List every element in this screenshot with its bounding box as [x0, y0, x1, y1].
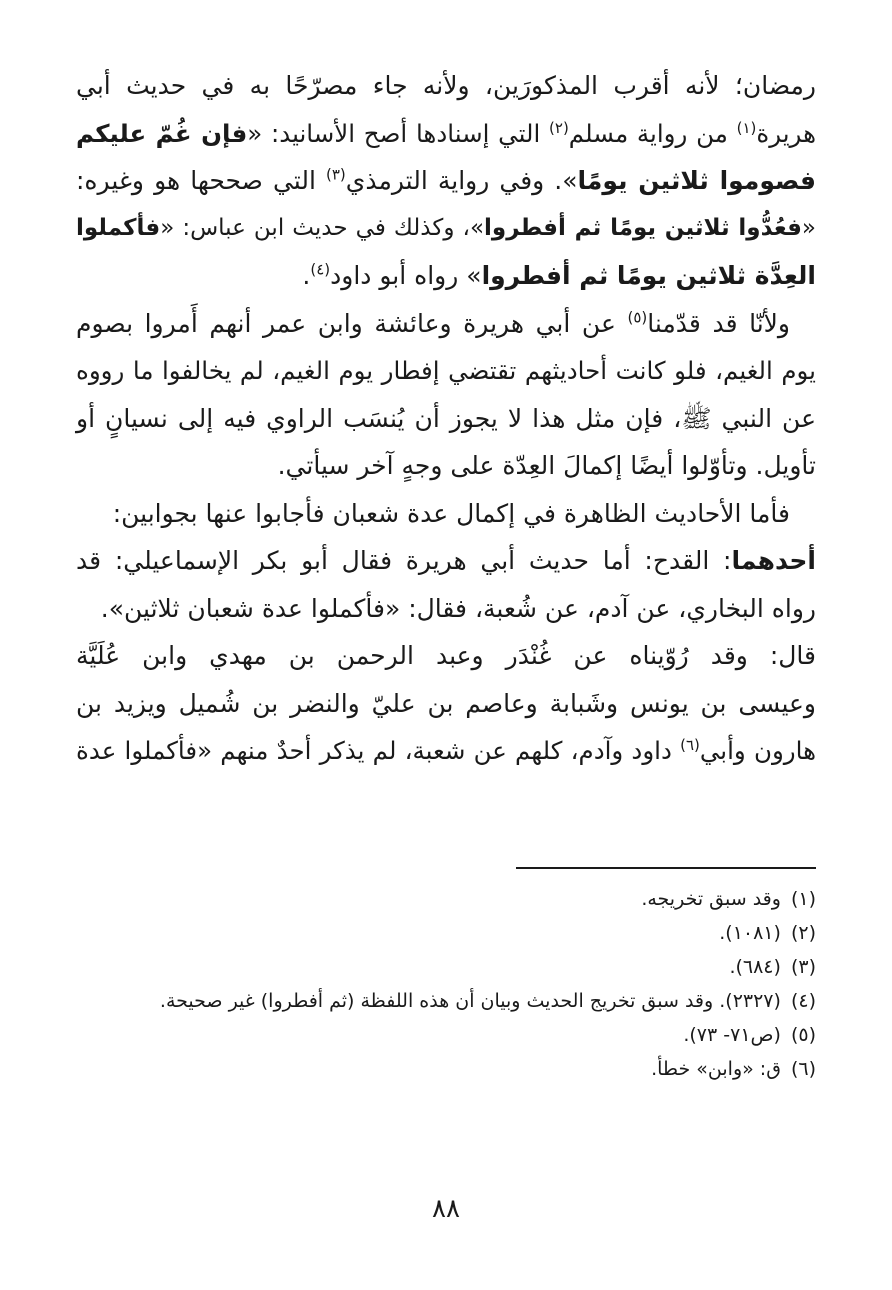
text-line: قال: وقد رُوّيناه عن غُنْدَر وعبد الرحمن بن مهدي وابن عُلَيَّة — [76, 641, 816, 670]
text-line: أحدهما: القدح: أما حديث أبي هريرة فقال أبو بكر الإسماعيلي: قد — [76, 546, 816, 575]
text-line: «فعُدُّوا ثلاثين يومًا ثم أفطروا»، وكذلك في حديث ابن عباس: «فأكملوا — [76, 214, 816, 241]
text-line: تأويل. وتأوّلوا أيضًا إكمالَ العِدّة على وجهٍ آخر سيأتي. — [277, 451, 816, 480]
footnote-ref: (٣) — [326, 165, 346, 184]
hadith-quote: فأكملوا — [76, 214, 161, 241]
footnote-ref: (١) — [736, 118, 757, 137]
footnote — [76, 882, 816, 916]
paragraph — [76, 490, 816, 538]
text-line: رمضان؛ لأنه أقرب المذكورَين، ولأنه جاء مصرّحًا به في حديث أبي — [76, 71, 816, 100]
footnote-number: (٥) — [790, 1024, 816, 1046]
hadith-quote: فصوموا ثلاثين يومًا — [577, 166, 816, 195]
footnote — [76, 1052, 816, 1086]
text-line: فأما الأحاديث الظاهرة في إكمال عدة شعبان فأجابوا عنها بجوابين: — [112, 498, 790, 528]
text-line: وعيسى بن يونس وشَبابة وعاصم بن عليّ والنضر بن شُميل ويزيد بن — [76, 688, 816, 718]
footnote-text: (٢٣٢٧). وقد سبق تخريج الحديث وبيان أن هذه اللفظة (ثم أفطروا) غير صحيحة. — [159, 990, 781, 1012]
footnote-ref: (٤) — [310, 260, 331, 279]
text-line: يوم الغيم، فلو كانت أحاديثهم تقتضي إفطار يوم الغيم، لم يخالفوا ما رووه — [76, 356, 816, 385]
page-number: ٨٨ — [432, 1194, 460, 1224]
footnote-ref: (٦) — [680, 735, 700, 754]
footnote-ref: (٢) — [549, 118, 569, 137]
paragraph — [76, 537, 816, 632]
book-page — [76, 62, 816, 1252]
hadith-quote: فعُدُّوا ثلاثين يومًا ثم أفطروا — [484, 214, 802, 241]
text-line: رواه البخاري، عن آدم، عن شُعبة، فقال: «فأكملوا عدة شعبان ثلاثين». — [100, 593, 816, 623]
footnote-text: (ص٧١- ٧٣). — [683, 1024, 781, 1046]
text-line: هارون وأبي$^{(٦)}$ داود وآدم، كلهم عن شعبة، لم يذكر أحدٌ منهم «فأكملوا عدة — [76, 735, 816, 765]
footnote-number: (٣) — [790, 956, 816, 978]
paragraph — [76, 632, 816, 775]
section-label: أحدهما — [731, 546, 816, 575]
text-line: هريرة$^{(١)}$ من رواية مسلم$^{(٢)}$ التي إسنادها أصح الأسانيد: «فإن غُمّ عليكم — [76, 118, 816, 148]
footnote-text: (٦٨٤). — [729, 956, 781, 978]
main-text — [76, 62, 816, 775]
footnote — [76, 984, 816, 1018]
footnote — [76, 950, 816, 984]
footnote — [76, 916, 816, 950]
footnote-number: (١) — [790, 888, 816, 910]
text-line: عن النبي ﷺ، فإن مثل هذا لا يجوز أن يُنسَب الراوي فيه إلى نسيانٍ أو — [76, 403, 816, 433]
footnotes — [76, 882, 816, 1086]
text-line: ولأنّا قد قدّمنا$^{(٥)}$ عن أبي هريرة وعائشة وابن عمر أنهم أَمروا بصوم — [76, 308, 791, 338]
footnote-number: (٢) — [790, 922, 816, 944]
footnote-text: ق: «وابن» خطأ. — [651, 1058, 781, 1080]
text-line: فصوموا ثلاثين يومًا». وفي رواية الترمذي$^{(٣)}$ التي صححها هو وغيره: — [76, 165, 816, 195]
footnote-text: (١٠٨١). — [719, 922, 781, 944]
footnote-divider — [516, 867, 816, 869]
footnote — [76, 1018, 816, 1052]
footnote-number: (٦) — [790, 1058, 816, 1080]
hadith-quote: العِدَّة ثلاثين يومًا ثم أفطروا — [481, 261, 816, 290]
paragraph — [76, 62, 816, 300]
text-line: العِدَّة ثلاثين يومًا ثم أفطروا» رواه أبو داود$^{(٤)}$. — [302, 260, 816, 290]
footnote-ref: (٥) — [627, 308, 648, 327]
footnote-text: وقد سبق تخريجه. — [641, 888, 781, 910]
footnote-number: (٤) — [790, 990, 816, 1012]
paragraph — [76, 300, 816, 490]
hadith-quote: فإن غُمّ عليكم — [76, 118, 248, 148]
